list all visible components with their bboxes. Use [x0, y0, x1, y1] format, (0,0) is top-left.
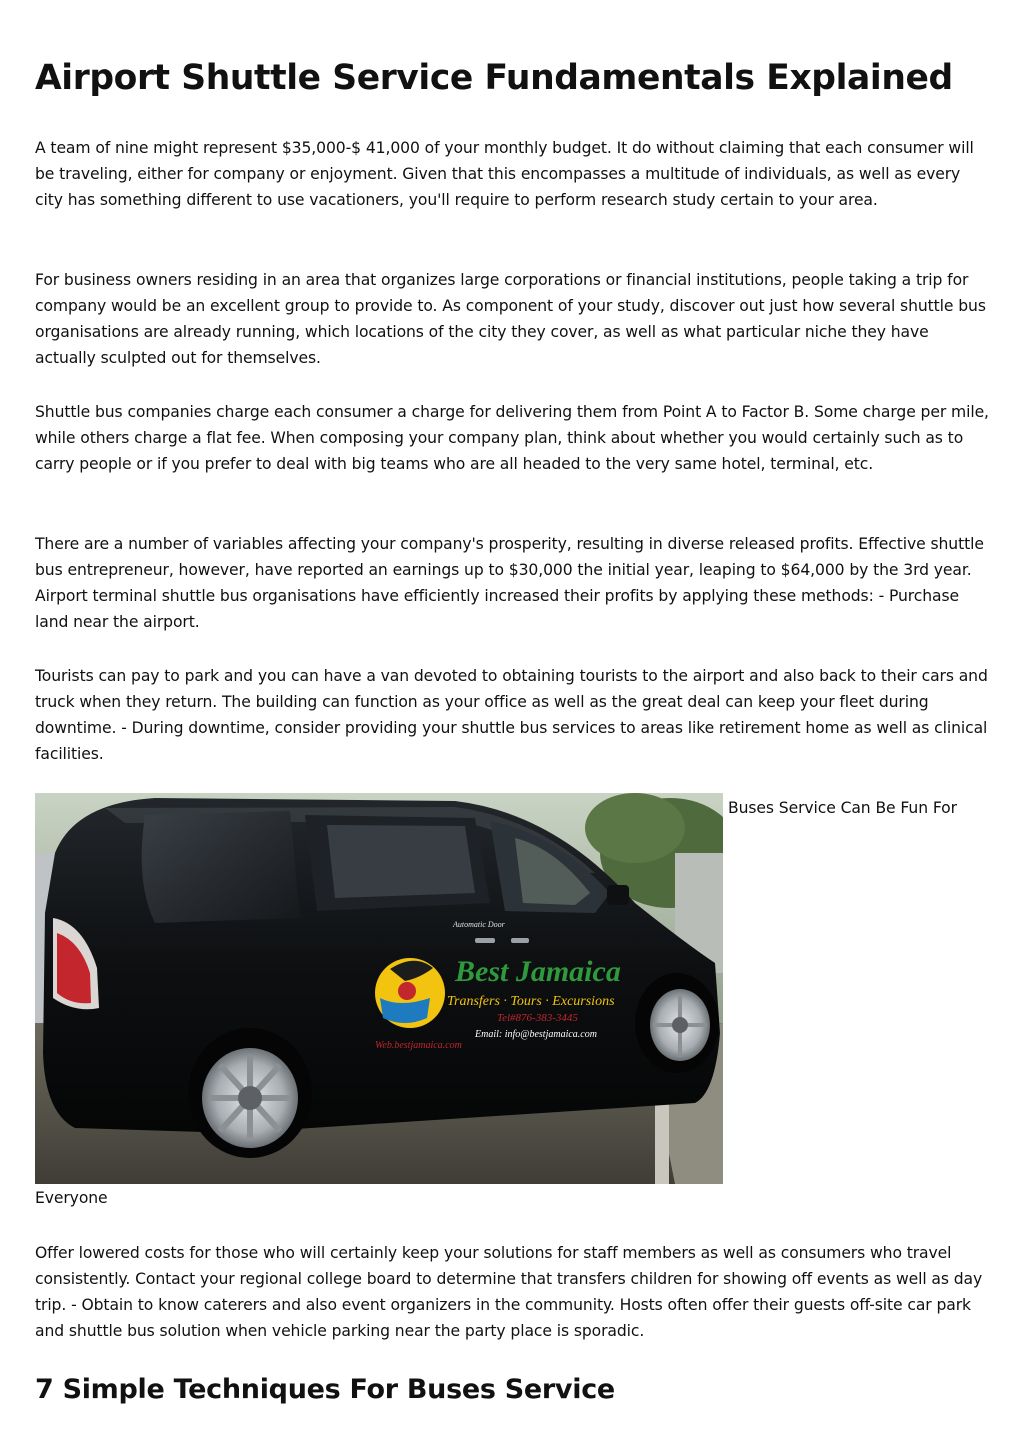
shuttle-van-photo: [35, 793, 723, 1184]
decal-badge: Automatic Door: [453, 920, 505, 929]
paragraph-6: Offer lowered costs for those who will certainly keep your solutions for staff members as well as consumers who travel consistently. Contact your regional college board to determine that transfers children for showing off events as well as day trip. - Obtain to know caterers and also event organizers in the community. Hosts often offer their guests off-site car park and shuttle bus solution when vehicle parking near the party place is sporadic.: [35, 1244, 983, 1340]
paragraph-5: Tourists can pay to park and you can have a van devoted to obtaining tourists to the airport and also back to their cars and truck when they return. The building can function as your office as well as the great deal can keep your fleet during downtime. - During downtime, consider providing your shuttle bus services to areas like retirement home as well as clinical facilities.: [35, 667, 988, 763]
decal-web: Web.bestjamaica.com: [375, 1040, 462, 1051]
decal-brand: Best Jamaica: [455, 955, 621, 988]
paragraph-3: Shuttle bus companies charge each consumer a charge for delivering them from Point A to Factor B. Some charge per mile, while others charge a flat fee. When composing your company plan, think about whether you would certainly such as to carry people or if you prefer to deal with big teams who are all headed to the very same hotel, terminal, etc.: [35, 403, 989, 473]
paragraph-4: There are a number of variables affecting your company's prosperity, resulting in diverse released profits. Effective shuttle bus entrepreneur, however, have reported an earnings up to $30,000 the initial year, leaping to $64,000 by the 3rd year. Airport terminal shuttle bus organisations have efficiently increased their profits by applying these methods: - Purchase land near the airport.: [35, 535, 984, 631]
article-title: Airport Shuttle Service Fundamentals Explained: [35, 58, 953, 98]
paragraph-1: A team of nine might represent $35,000-$ 41,000 of your monthly budget. It do without claiming that each consumer will be traveling, either for company or enjoyment. Given that this encompasses a multitude of individuals, as well as every city has something different to use vacationers, you'll require to perform research study certain to your area.: [35, 139, 974, 209]
decal-email: Email: info@bestjamaica.com: [475, 1029, 597, 1040]
section-heading: 7 Simple Techniques For Buses Service: [35, 1374, 615, 1405]
decal-services: Transfers · Tours · Excursions: [447, 994, 615, 1009]
paragraph-2: For business owners residing in an area that organizes large corporations or financial institutions, people taking a trip for company would be an excellent group to provide to. As component of your study, discover out just how several shuttle bus organisations are already running, which locations of the city they cover, as well as what particular niche they have actually sculpted out for themselves.: [35, 271, 986, 367]
image-caption-start: Buses Service Can Be Fun For: [728, 799, 957, 817]
decal-phone: Tel#876-383-3445: [497, 1012, 578, 1024]
image-caption-end: Everyone: [35, 1189, 108, 1207]
